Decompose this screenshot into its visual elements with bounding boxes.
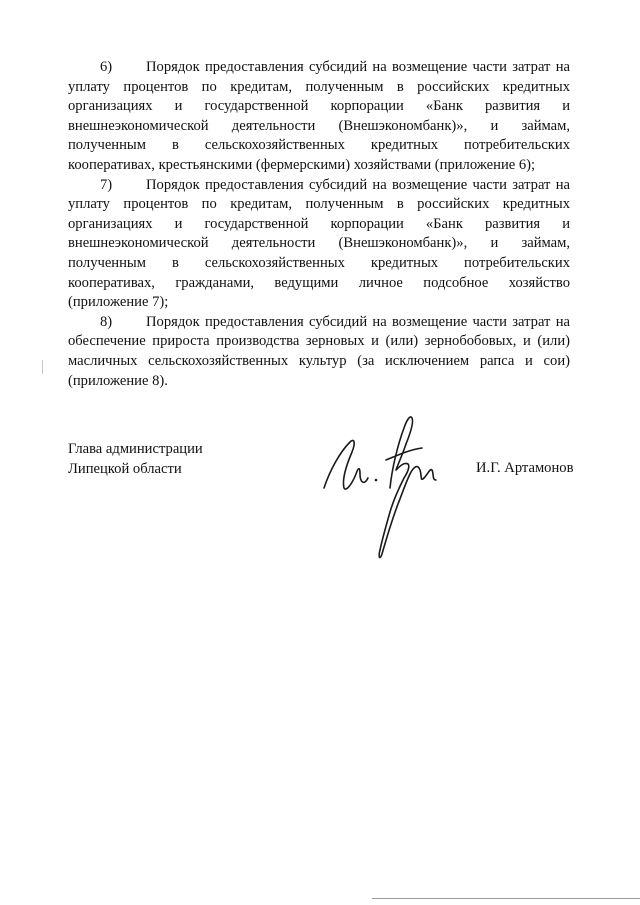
- list-item-6: [68, 58, 570, 176]
- list-item-number: 7): [100, 176, 113, 193]
- document-body: [68, 58, 570, 391]
- footer-divider: [372, 898, 640, 899]
- list-item-text: Порядок предоставления субсидий на возмещение части затрат на уплату процентов по кредитам, полученным в российских кредитных организациях и государственной корпорации «Банк развития и внешнеэкономической деятельности (Внешэкономбанк)», и займам, полученным в сельскохозяйственных кредитных потребительских кооперативах, гражданами, ведущими личное подсобное хозяйство (приложение 7);: [68, 176, 570, 311]
- list-item-7: [68, 176, 570, 313]
- list-item-number: 6): [100, 59, 113, 75]
- signatory-name: И.Г. Артамонов: [476, 460, 574, 476]
- signatory-title-line1: Глава администрации: [68, 441, 203, 457]
- list-item-8: [68, 313, 570, 391]
- list-item-number: 8): [100, 313, 113, 330]
- list-item-text: Порядок предоставления субсидий на возмещение части затрат на уплату процентов по кредитам, полученным в российских кредитных организациях и государственной корпорации «Банк развития и внешнеэкономической деятельности (Внешэкономбанк)», и займам, полученным в сельскохозяйственных кредитных потребительских кооперативах, крестьянскими (фермерскими) хозяйствами (приложение 6);: [68, 59, 570, 173]
- signatory-title: [68, 440, 203, 479]
- scan-artifact: [42, 360, 43, 374]
- signatory-title-line2: Липецкой области: [68, 460, 182, 477]
- handwritten-signature: [318, 408, 448, 568]
- list-item-text: Порядок предоставления субсидий на возмещение части затрат на обеспечение прироста производства зерновых и (или) зернобобовых, и (или) масличных сельскохозяйственных культур (за исключением рапса и сои) (приложение 8).: [68, 313, 570, 389]
